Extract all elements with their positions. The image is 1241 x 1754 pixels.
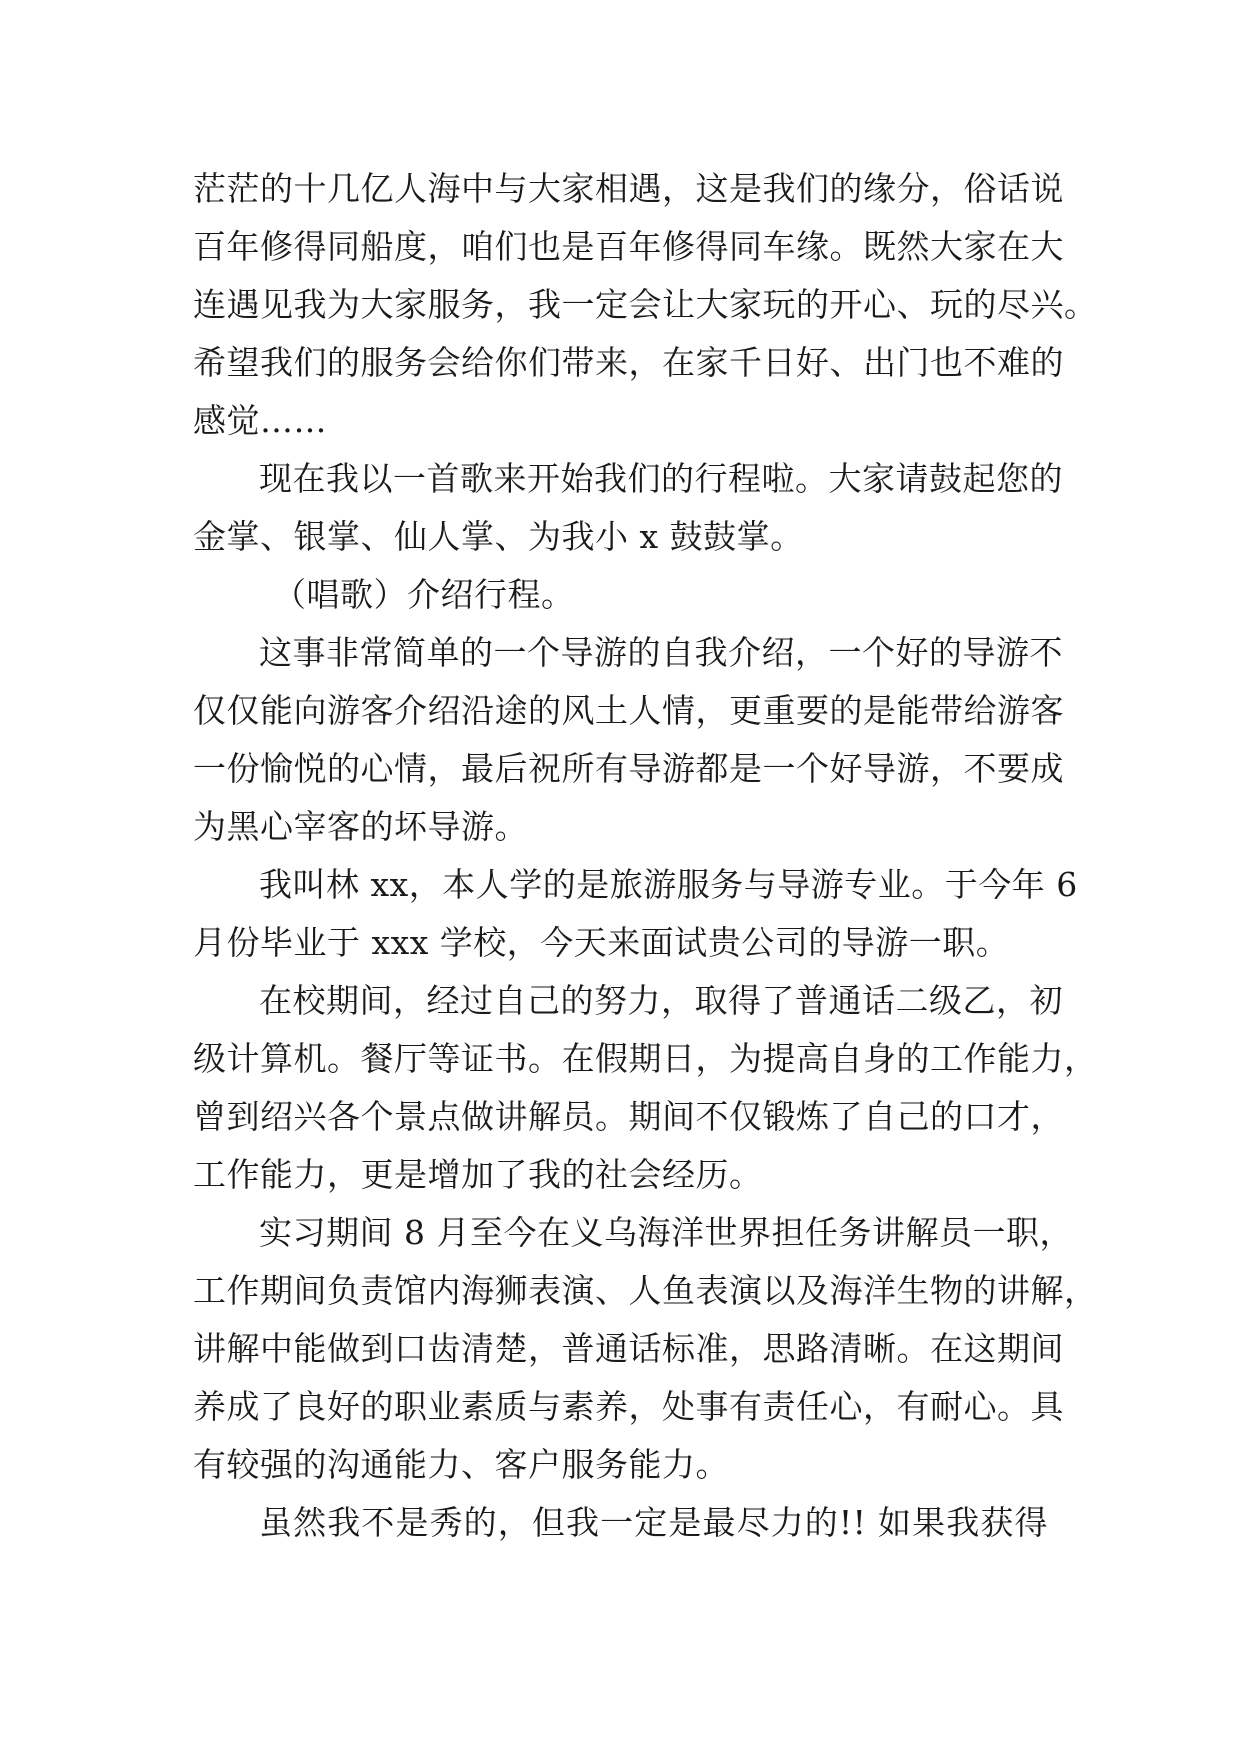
text-line: 仅仅能向游客介绍沿途的风土人情，更重要的是能带给游客 bbox=[193, 691, 1064, 730]
text-line: 茫茫的十几亿人海中与大家相遇，这是我们的缘分，俗话说 bbox=[193, 169, 1064, 208]
text-line: 希望我们的服务会给你们带来，在家千日好、出门也不难的 bbox=[193, 343, 1064, 382]
document-body bbox=[193, 160, 1098, 1552]
text-line: 曾到绍兴各个景点做讲解员。期间不仅锻炼了自己的口才， bbox=[193, 1097, 1064, 1136]
text-line: 百年修得同船度，咱们也是百年修得同车缘。既然大家在大 bbox=[193, 227, 1064, 266]
text-line: 级计算机。餐厅等证书。在假期日，为提高自身的工作能力， bbox=[193, 1039, 1098, 1078]
text-line: 讲解中能做到口齿清楚，普通话标准，思路清晰。在这期间 bbox=[193, 1329, 1064, 1368]
text-line: 实习期间 8 月至今在义乌海洋世界担任务讲解员一职， bbox=[259, 1213, 1073, 1252]
text-line: 我叫林 xx，本人学的是旅游服务与导游专业。于今年 6 bbox=[259, 865, 1078, 904]
text-line: （唱歌）介绍行程。 bbox=[273, 575, 575, 614]
text-line: 连遇见我为大家服务，我一定会让大家玩的开心、玩的尽兴。 bbox=[193, 285, 1098, 324]
paragraph bbox=[193, 856, 1078, 972]
paragraph bbox=[193, 450, 1063, 566]
text-line: 虽然我不是秀的，但我一定是最尽力的!! 如果我获得 bbox=[259, 1503, 1048, 1542]
text-line: 在校期间，经过自己的努力，取得了普通话二级乙，初 bbox=[259, 981, 1063, 1020]
text-line: 工作期间负责馆内海狮表演、人鱼表演以及海洋生物的讲解， bbox=[193, 1271, 1098, 1310]
text-line: 有较强的沟通能力、客户服务能力。 bbox=[193, 1445, 729, 1484]
text-line: 为黑心宰客的坏导游。 bbox=[193, 807, 528, 846]
text-line: 月份毕业于 xxx 学校，今天来面试贵公司的导游一职。 bbox=[193, 923, 1010, 962]
paragraph bbox=[193, 624, 1064, 856]
paragraph bbox=[193, 1204, 1098, 1494]
text-line: 工作能力，更是增加了我的社会经历。 bbox=[193, 1155, 763, 1194]
paragraph bbox=[193, 566, 1048, 624]
text-line: 现在我以一首歌来开始我们的行程啦。大家请鼓起您的 bbox=[259, 459, 1063, 498]
paragraph bbox=[193, 160, 1098, 450]
paragraph bbox=[193, 972, 1098, 1204]
text-line: 金掌、银掌、仙人掌、为我小 x 鼓鼓掌。 bbox=[193, 517, 804, 556]
paragraph bbox=[193, 1494, 1048, 1552]
text-line: 感觉…… bbox=[193, 401, 327, 440]
text-line: 这事非常简单的一个导游的自我介绍，一个好的导游不 bbox=[259, 633, 1063, 672]
text-line: 养成了良好的职业素质与素养，处事有责任心，有耐心。具 bbox=[193, 1387, 1064, 1426]
text-line: 一份愉悦的心情，最后祝所有导游都是一个好导游，不要成 bbox=[193, 749, 1064, 788]
